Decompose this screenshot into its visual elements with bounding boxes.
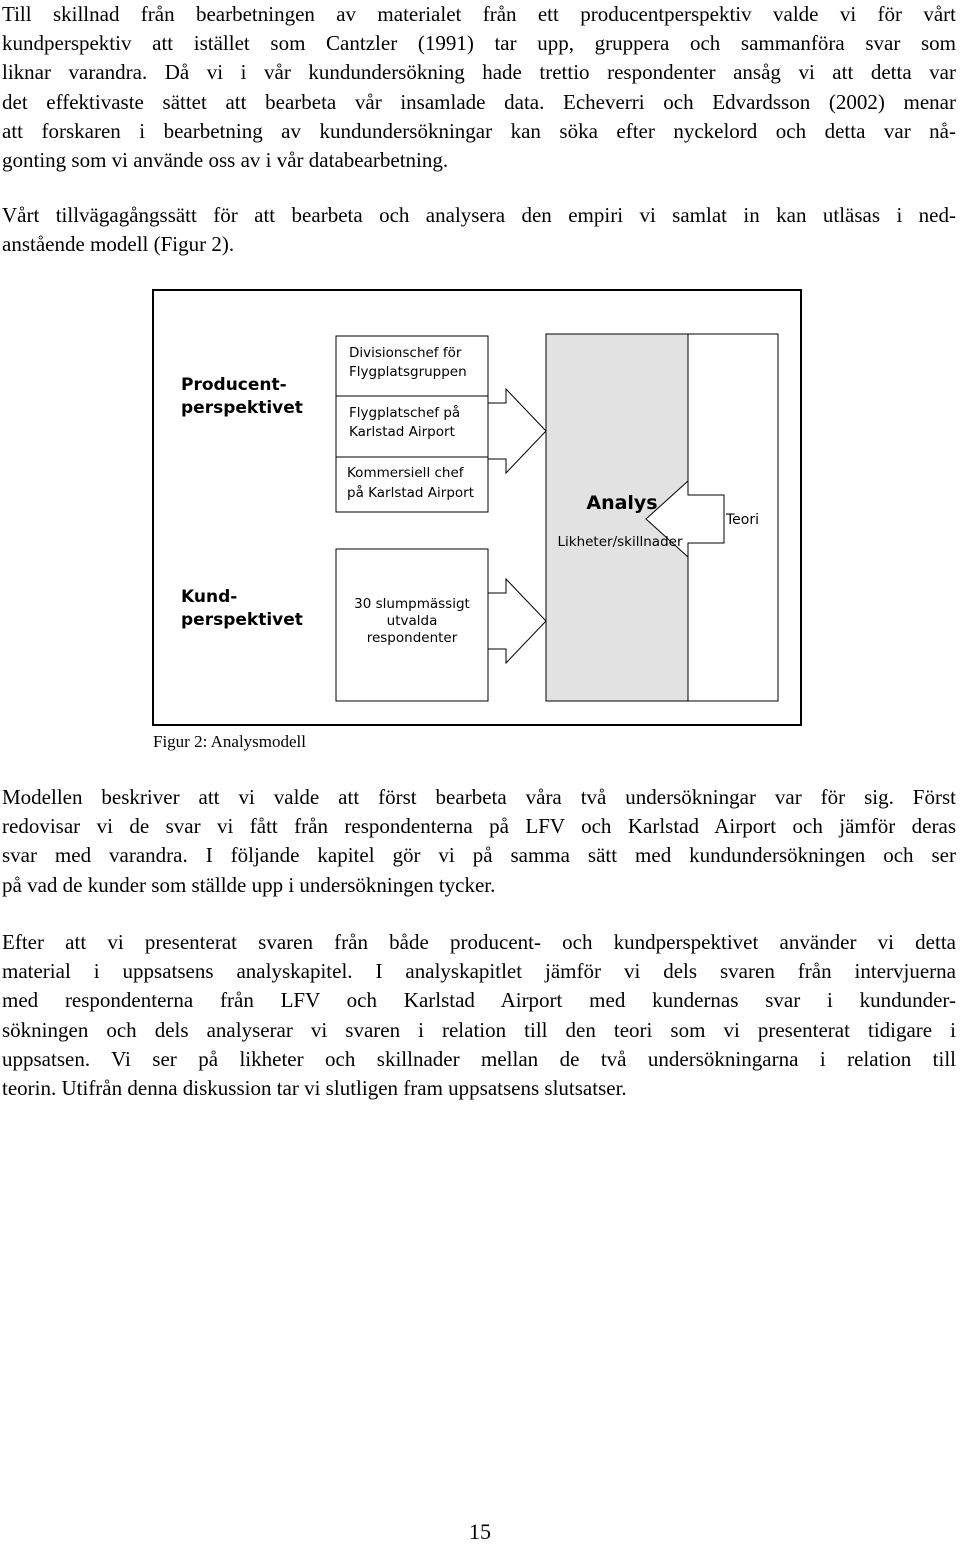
analysis-subtitle: Likheter/skillnader [557,534,683,550]
analysis-model-diagram [154,291,800,724]
text-line: på vad de kunder som ställde upp i undersökningen tycker. [2,872,496,897]
text-line: kundperspektiv att istället som Cantzler (1991) tar upp, gruppera och sammanföra svar som [2,31,956,56]
text-line: redovisar vi de svar vi fått från respondenterna på LFV och Karlstad Airport och jämför deras [2,814,956,839]
text-line: Till skillnad från bearbetningen av materialet från ett producentperspektiv valde vi för vårt [2,2,956,26]
arrow-right-icon [488,389,546,473]
text-line: det effektivaste sättet att bearbeta vår insamlade data. Echeverri och Edvardsson (2002) menar [2,89,956,114]
text-line: att forskaren i bearbetning av kundundersökningar kan söka efter nyckelord och detta var nå- [2,118,956,143]
analysis-title: Analys [586,492,658,514]
paragraph-approach [2,201,956,259]
text-line: material i uppsatsens analyskapitel. I analyskapitlet jämför vi dels svaren från intervjuerna [2,959,956,984]
paragraph-method-customer [2,0,956,175]
analysis-model-figure [152,289,802,726]
box-text: Flygplatsgruppen [349,364,467,380]
text-line: Vårt tillvägagångssätt för att bearbeta och analysera den empiri vi samlat in kan utläsas i ned- [2,203,956,227]
box-text: utvalda [386,613,438,629]
box-text: Flygplatschef på [349,405,461,421]
text-line: anstående modell (Figur 2). [2,232,235,257]
box-text: Kommersiell chef [347,465,464,481]
theory-label: Teori [726,512,759,528]
text-line: Modellen beskriver att vi valde att först bearbeta våra två undersökningar var för sig. Först [2,785,956,809]
box-text: respondenter [366,630,458,646]
text-line: Efter att vi presenterat svaren från både producent- och kundperspektivet använder vi detta [2,930,956,954]
producer-label-line2: perspektivet [181,398,303,418]
paragraph-model-description [2,783,956,900]
text-line: teorin. Utifrån denna diskussion tar vi slutligen fram uppsatsens slutsatser. [2,1076,627,1101]
box-text: Karlstad Airport [349,424,455,440]
text-line: uppsatsen. Vi ser på likheter och skillnader mellan de två undersökningarna i relation till [2,1046,956,1071]
box-text: Divisionschef för [349,345,462,361]
producer-label-line1: Producent- [181,375,287,395]
text-line: liknar varandra. Då vi i vår kundundersökning hade trettio respondenter ansåg vi att detta var [2,60,956,85]
customer-label-line2: perspektivet [181,610,303,630]
paragraph-analysis-chapter [2,928,956,1103]
box-text: på Karlstad Airport [347,485,474,501]
text-line: sökningen och dels analyserar vi svaren i relation till den teori som vi presenterat tidigare i [2,1017,956,1042]
arrow-right-icon [488,579,546,663]
figure-caption: Figur 2: Analysmodell [153,732,306,751]
text-line: med respondenterna från LFV och Karlstad Airport med kundernas svar i kundunder- [2,988,956,1013]
text-line: gonting som vi använde oss av i vår databearbetning. [2,148,449,173]
box-text: 30 slumpmässigt [354,596,470,612]
page-number: 15 [469,1519,491,1544]
text-line: svar med varandra. I följande kapitel gör vi på samma sätt med kundundersökningen och ser [2,843,956,868]
customer-label-line1: Kund- [181,587,238,607]
